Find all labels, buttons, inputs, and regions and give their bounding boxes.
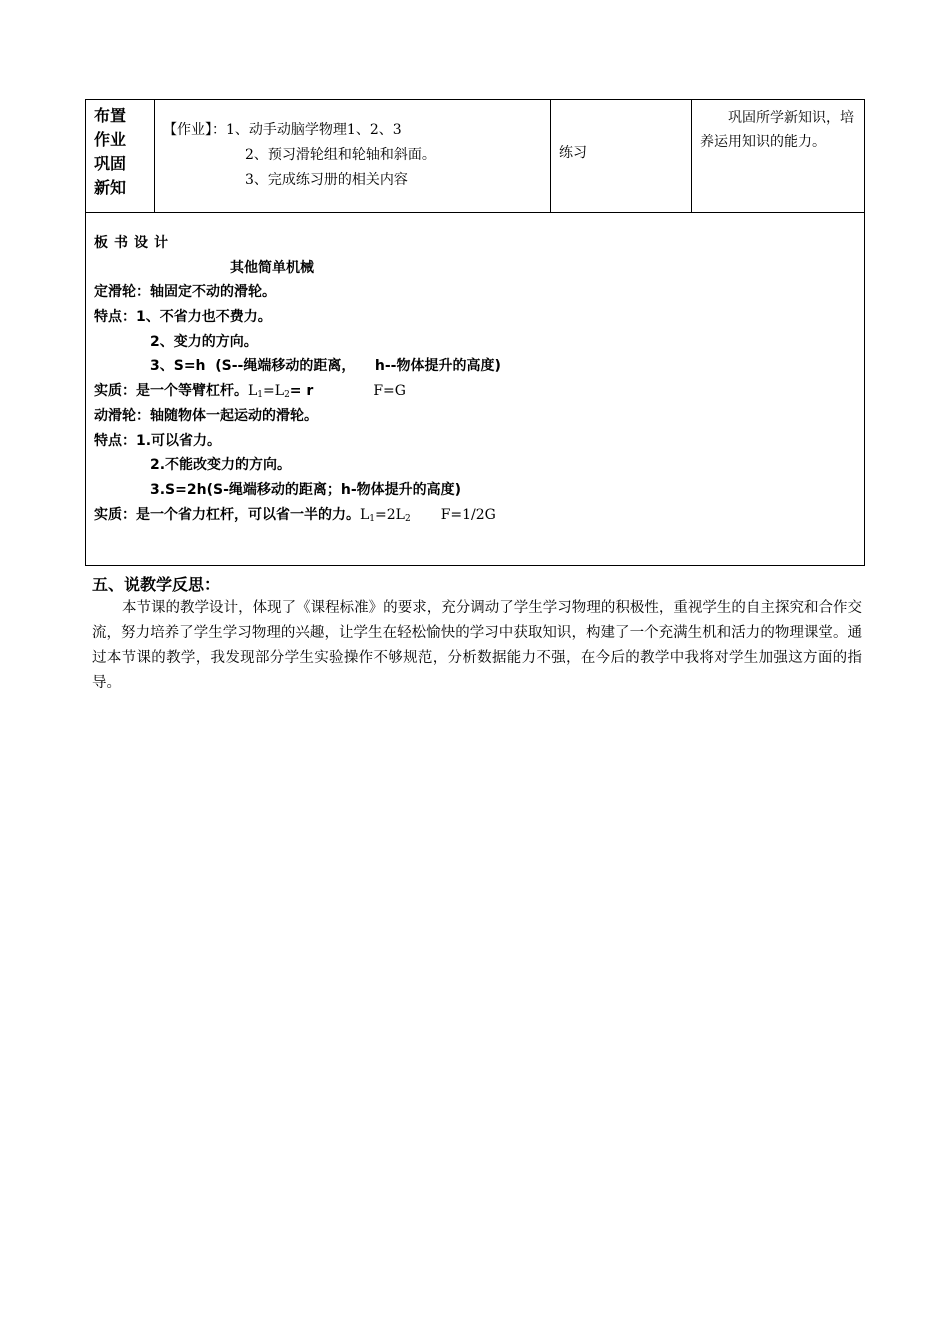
label-line: 布置 (94, 106, 127, 125)
board-design-title: 其他简单机械 (230, 259, 314, 276)
essence-text: 实质：是一个省力杠杆，可以省一半的力。 (94, 506, 360, 523)
homework-item: 3、完成练习册的相关内容 (245, 172, 408, 188)
homework-item: 2、预习滑轮组和轮轴和斜面。 (245, 147, 436, 163)
fixed-pulley-definition: 定滑轮：轴固定不动的滑轮。 (94, 284, 276, 301)
formula-force: F=G (373, 383, 406, 400)
label-line: 新知 (94, 178, 127, 197)
lesson-plan-table (85, 99, 865, 566)
board-design-cell (86, 213, 865, 566)
homework-item (163, 118, 550, 143)
formula-force: F=1/2G (440, 506, 496, 523)
formula-sub: 2 (404, 513, 411, 524)
formula-l1: L (248, 383, 258, 400)
board-design-heading: 板书设计 (94, 235, 174, 251)
fixed-pulley-feature: 特点：1、不省力也不费力。 (94, 309, 272, 326)
reflection-body: 本节课的教学设计，体现了《课程标准》的要求，充分调动了学生学习物理的积极性，重视学生的自主探究和合作交流，努力培养了学生学习物理的兴趣，让学生在轻松愉快的学习中获取知识，构建了一个充满生机和活力的物理课堂。通过本节课的教学，我发现部分学生实验操作不够规范，分析数据能力不强，在今后的教学中我将对学生加强这方面的指导。 (92, 600, 862, 691)
design-purpose: 巩固所学新知识，培养运用知识的能力。 (700, 110, 854, 150)
student-activity-cell (551, 100, 692, 213)
formula-eq: =L (263, 383, 285, 400)
homework-content-cell (155, 100, 551, 213)
homework-item-text: ：1、动手动脑学物理1、2、3 (212, 122, 402, 138)
fixed-pulley-feature: 2、变力的方向。 (150, 333, 258, 350)
movable-pulley-feature: 特点：1.可以省力。 (94, 432, 222, 449)
movable-pulley-definition: 动滑轮：轴随物体一起运动的滑轮。 (94, 407, 318, 424)
movable-pulley-essence (94, 503, 864, 528)
formula-sub: 1 (369, 513, 376, 524)
formula-sub: 2 (284, 390, 290, 401)
board-design-row (86, 213, 865, 566)
fixed-pulley-essence (94, 379, 864, 404)
formula-eq: =2L (375, 506, 405, 523)
reflection-title: 五、说教学反思： (92, 575, 221, 594)
formula-sub: 1 (257, 390, 264, 401)
formula-l1: L (360, 506, 370, 523)
homework-row (86, 100, 865, 213)
label-line: 作业 (94, 130, 127, 149)
homework-prefix: 【作业】 (163, 122, 212, 138)
fixed-pulley-feature: 3、S=h (S--绳端移动的距离， h--物体提升的高度) (150, 358, 501, 375)
movable-pulley-feature: 2.不能改变力的方向。 (150, 457, 292, 474)
movable-pulley-feature: 3.S=2h(S-绳端移动的距离；h-物体提升的高度) (150, 481, 462, 498)
design-purpose-cell (692, 100, 865, 213)
homework-label-cell (86, 100, 155, 213)
reflection-section (92, 574, 862, 696)
student-activity: 练习 (559, 145, 587, 161)
essence-text: 实质：是一个等臂杠杆。 (94, 383, 248, 400)
label-line: 巩固 (94, 154, 127, 173)
formula-r: = r (289, 383, 314, 400)
